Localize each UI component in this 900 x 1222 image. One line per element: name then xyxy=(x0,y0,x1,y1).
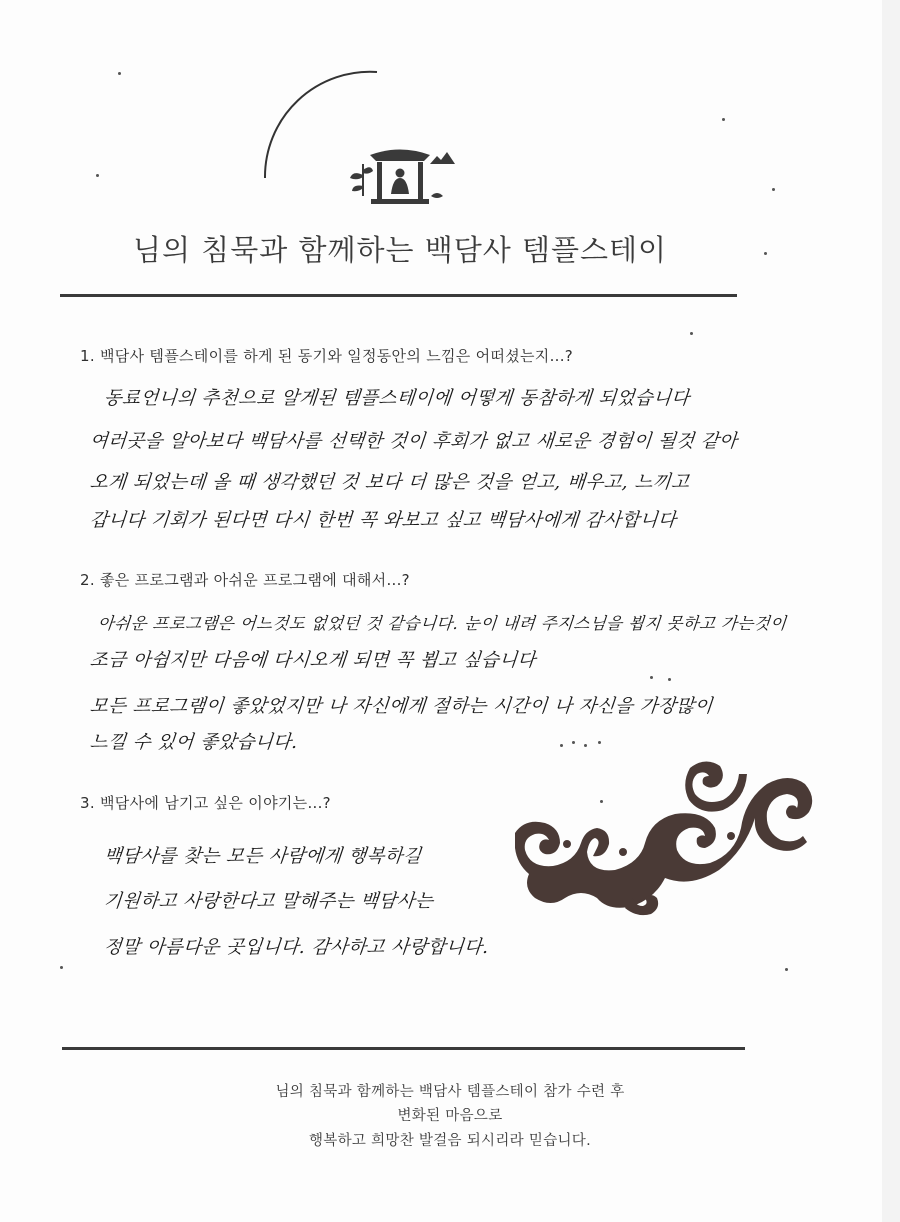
paper-edge xyxy=(882,0,900,1222)
answer-3-line-3: 정말 아름다운 곳입니다. 감사하고 사랑합니다. xyxy=(102,937,490,958)
paper-speck xyxy=(668,678,671,681)
page-title: 님의 침묵과 함께하는 백담사 템플스테이 xyxy=(132,233,668,267)
answer-2-line-1: 아쉬운 프로그램은 어느것도 없었던 것 같습니다. 눈이 내려 주지스님을 뵙지 못하고 가는것이 xyxy=(97,614,788,633)
paper-speck xyxy=(560,744,563,747)
answer-1-line-3: 오게 되었는데 올 때 생각했던 것 보다 더 많은 것을 얻고, 배우고, 느끼고 xyxy=(88,472,691,493)
answer-3-line-2: 기원하고 사랑한다고 말해주는 백담사는 xyxy=(102,891,435,912)
answer-1-line-1: 동료언니의 추천으로 알게된 템플스테이에 어떻게 동참하게 되었습니다 xyxy=(102,388,691,409)
paper-speck xyxy=(764,252,767,255)
temple-buddha-emblem-icon xyxy=(225,60,465,230)
footer-line-2: 변화된 마음으로 xyxy=(397,1108,503,1124)
paper-speck xyxy=(650,676,653,679)
paper-speck xyxy=(584,744,587,747)
paper-speck xyxy=(598,741,601,744)
paper-speck xyxy=(600,800,603,803)
title-divider xyxy=(60,294,737,297)
answer-2-line-3: 모든 프로그램이 좋았었지만 나 자신에게 절하는 시간이 나 자신을 가장많이 xyxy=(88,696,714,717)
floral-scroll-ornament-icon xyxy=(505,748,820,928)
answer-1-line-4: 갑니다 기회가 된다면 다시 한번 꼭 와보고 싶고 백담사에게 감사합니다 xyxy=(88,510,678,531)
answer-2-line-2: 조금 아쉽지만 다음에 다시오게 되면 꼭 뵙고 싶습니다 xyxy=(88,650,537,671)
paper-speck xyxy=(785,968,788,971)
paper-speck xyxy=(96,174,99,177)
paper-speck xyxy=(722,118,725,121)
paper-speck xyxy=(118,72,121,75)
paper-speck xyxy=(572,741,575,744)
paper-speck xyxy=(690,332,693,335)
answer-2-line-4: 느낄 수 있어 좋았습니다. xyxy=(88,732,299,753)
answer-3-line-1: 백담사를 찾는 모든 사람에게 행복하길 xyxy=(102,846,423,867)
footer-line-3: 행복하고 희망찬 발걸음 되시리라 믿습니다. xyxy=(308,1133,592,1149)
footer-line-1: 님의 침묵과 함께하는 백담사 템플스테이 참가 수련 후 xyxy=(275,1084,625,1100)
question-2: 2. 좋은 프로그램과 아쉬운 프로그램에 대해서...? xyxy=(80,571,410,589)
footer-divider xyxy=(62,1047,745,1050)
answer-1-line-2: 여러곳을 알아보다 백담사를 선택한 것이 후회가 없고 새로운 경험이 될것 같아 xyxy=(88,431,739,452)
question-1: 1. 백담사 템플스테이를 하게 된 동기와 일정동안의 느낌은 어떠셨는지...? xyxy=(80,347,574,365)
question-3: 3. 백담사에 남기고 싶은 이야기는...? xyxy=(80,794,331,812)
paper-speck xyxy=(60,966,63,969)
paper-speck xyxy=(772,188,775,191)
